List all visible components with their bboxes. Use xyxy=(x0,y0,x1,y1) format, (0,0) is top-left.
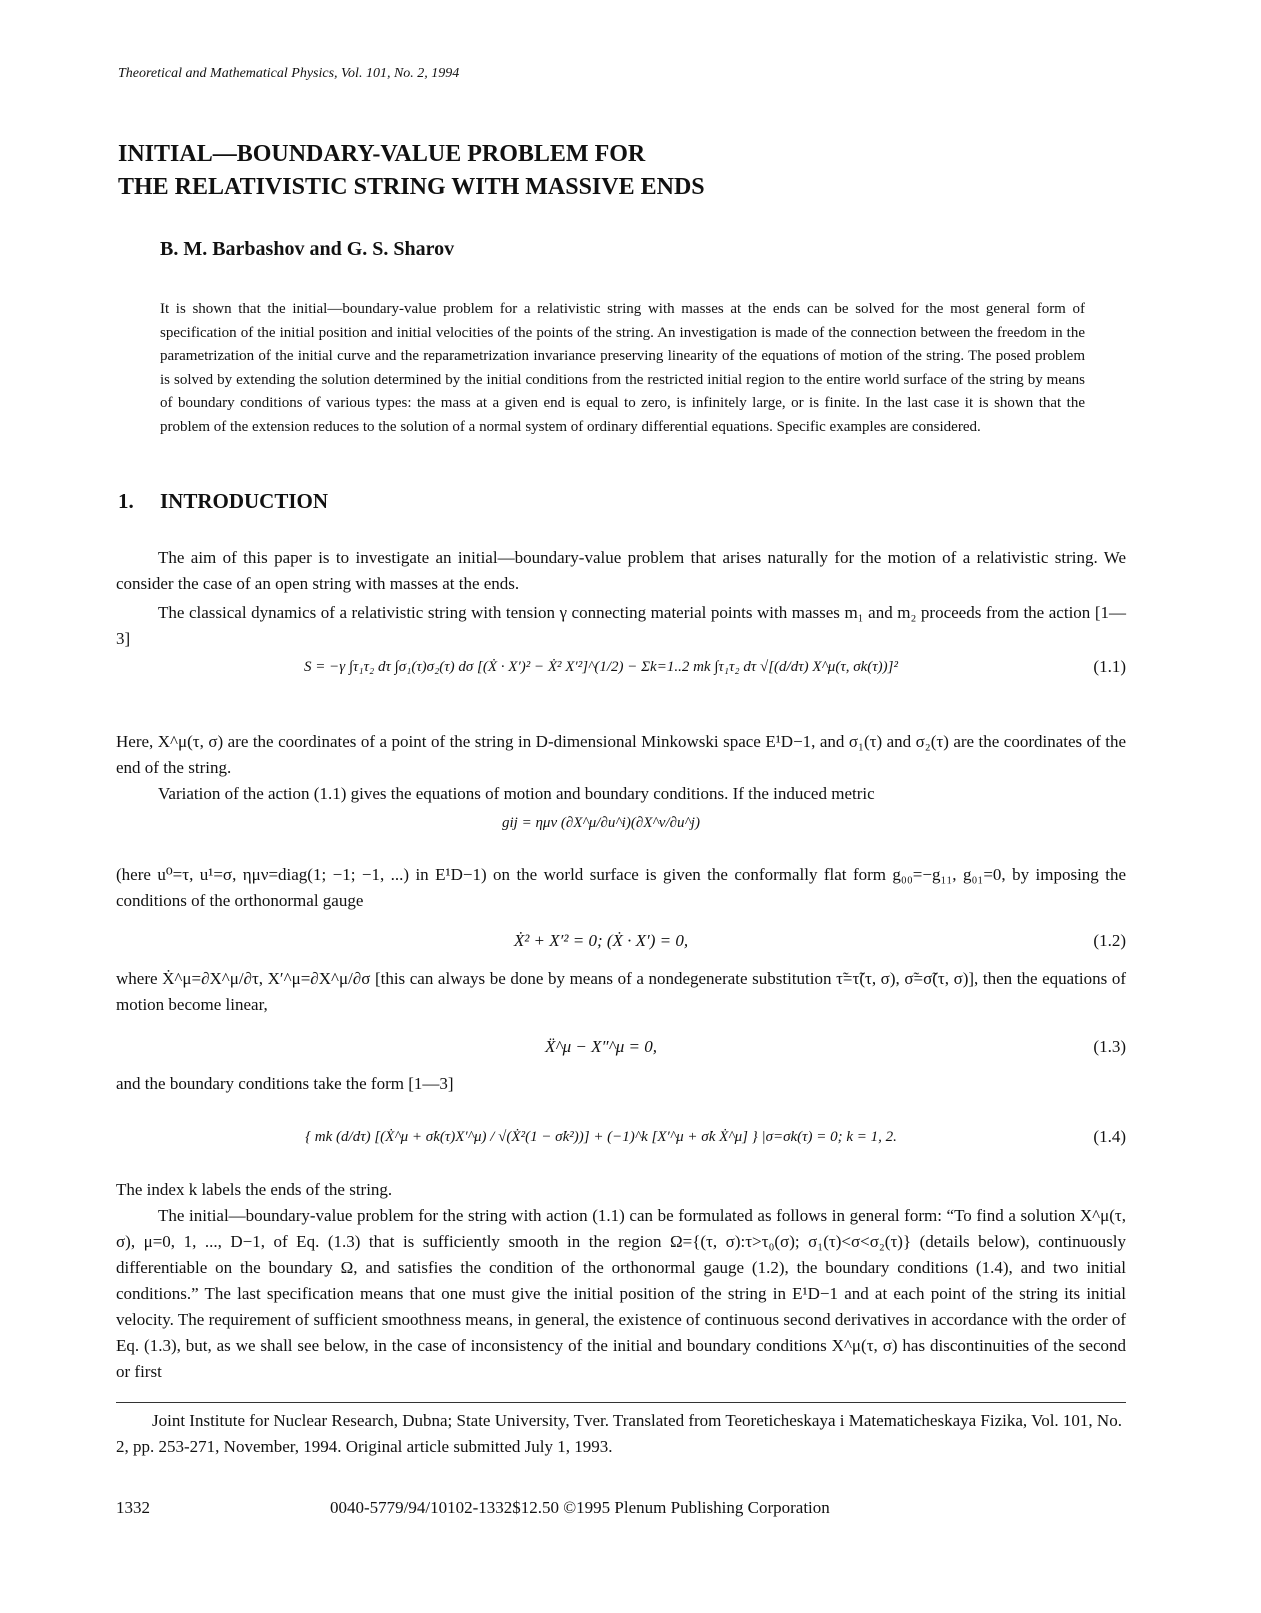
authors: B. M. Barbashov and G. S. Sharov xyxy=(160,238,455,260)
section-number: 1. xyxy=(118,489,134,513)
metric-equation xyxy=(116,808,1126,838)
equation-1-1-body: S = −γ ∫τ₁τ₂ dτ ∫σ₁(τ)σ₂(τ) dσ [(Ẋ · X′)² − Ẋ² X′²]^(1/2) − Σk=1..2 mk ∫τ₁τ₂ dτ √[(d/dτ) X^μ(τ, σk(τ))]² xyxy=(304,659,898,675)
intro-paragraph-4: Variation of the action (1.1) gives the equations of motion and boundary conditions. If the induced metric xyxy=(158,784,875,803)
intro-paragraph-3: Here, X^μ(τ, σ) are the coordinates of a point of the string in D-dimensional Minkowski space E¹D−1, and σ₁(τ) and σ₂(τ) are the coordinates of the end of the string. xyxy=(116,732,1126,777)
abstract: It is shown that the initial—boundary-value problem for a relativistic string with masses at the ends can be solved for the most general form of specification of the initial position and initial velocities of the points of the string. An investigation is made of the connection between the freedom in the parametrization of the initial curve and the reparametrization invariance preserving linearity of the equations of motion of the string. The posed problem is solved by extending the solution determined by the initial conditions from the restricted initial region to the entire world surface of the string by means of boundary conditions of various types: the mass at a given end is equal to zero, is infinitely large, or is finite. In the last case it is shown that the problem of the extension reduces to the solution of a normal system of ordinary differential equations. Specific examples are considered. xyxy=(160,301,1085,435)
metric-equation-body: gij = ημν (∂X^μ/∂u^i)(∂X^ν/∂u^j) xyxy=(502,815,700,831)
equation-1-3 xyxy=(116,1032,1126,1062)
copyright-line: 0040-5779/94/10102-1332$12.50 ©1995 Plenum Publishing Corporation xyxy=(330,1498,830,1517)
equation-1-4-label: (1.4) xyxy=(1093,1127,1126,1146)
intro-paragraph-9: The initial—boundary-value problem for the string with action (1.1) can be formulated as follows in general form: “To find a solution X^μ(τ, σ), μ=0, 1, ..., D−1, of Eq. (1.3) that is sufficiently smooth in the region Ω={(τ, σ):τ>τ₀(σ); σ₁(τ)<σ<σ₂(τ)} (details below), continuously differentiable on the boundary Ω, and satisfies the condition of the orthonormal gauge (1.2), the boundary conditions (1.4), and two initial conditions.” The last specification means that one must give the initial position of the string in E¹D−1 and at each point of the string its initial velocity. The requirement of sufficient smoothness means, in general, the existence of continuous second derivatives in accordance with the order of Eq. (1.3), but, as we shall see below, in the case of inconsistency of the initial and boundary conditions X^μ(τ, σ) has discontinuities of the second or first xyxy=(116,1206,1126,1381)
section-heading xyxy=(118,489,328,514)
footnote-rule xyxy=(116,1402,1126,1403)
intro-paragraph-6: where Ẋ^μ=∂X^μ/∂τ, X′^μ=∂X^μ/∂σ [this can always be done by means of a nondegenerate substitution τ̃=τ̃(τ, σ), σ̃=σ̃(τ, σ)], then the equations of motion become linear, xyxy=(116,969,1126,1014)
journal-header: Theoretical and Mathematical Physics, Vol. 101, No. 2, 1994 xyxy=(118,66,460,81)
section-title: INTRODUCTION xyxy=(160,489,329,513)
intro-paragraph-5: (here u⁰=τ, u¹=σ, ημν=diag(1; −1; −1, ...) in E¹D−1) on the world surface is given the conformally flat form g₀₀=−g₁₁, g₀₁=0, by imposing the conditions of the orthonormal gauge xyxy=(116,865,1126,910)
equation-1-4 xyxy=(116,1122,1126,1152)
equation-1-3-label: (1.3) xyxy=(1093,1037,1126,1056)
intro-paragraph-7: and the boundary conditions take the form [1—3] xyxy=(116,1074,454,1093)
paper-title xyxy=(118,138,1118,204)
equation-1-2-body: Ẋ² + X′² = 0; (Ẋ · X′) = 0, xyxy=(513,931,689,950)
title-line-2: THE RELATIVISTIC STRING WITH MASSIVE ENDS xyxy=(118,174,705,200)
title-line-1: INITIAL—BOUNDARY-VALUE PROBLEM FOR xyxy=(118,141,646,167)
equation-1-1 xyxy=(116,652,1126,682)
equation-1-1-label: (1.1) xyxy=(1093,657,1126,676)
equation-1-4-body: { mk (d/dτ) [(Ẋ^μ + σ̇k(τ)X′^μ) / √(Ẋ²(1 − σ̇k²))] + (−1)^k [X′^μ + σ̇k Ẋ^μ] } |σ=σk(τ) = 0; k = 1, 2. xyxy=(305,1129,897,1145)
intro-paragraph-8: The index k labels the ends of the string. xyxy=(116,1180,393,1199)
intro-paragraph-2: The classical dynamics of a relativistic string with tension γ connecting material points with masses m₁ and m₂ proceeds from the action [1—3] xyxy=(116,603,1126,648)
page-number: 1332 xyxy=(116,1498,150,1517)
equation-1-3-body: Ẍ^μ − X″^μ = 0, xyxy=(545,1037,657,1056)
equation-1-2-label: (1.2) xyxy=(1093,931,1126,950)
intro-paragraph-1: The aim of this paper is to investigate an initial—boundary-value problem that arises naturally for the motion of a relativistic string. We consider the case of an open string with masses at the ends. xyxy=(116,548,1126,593)
equation-1-2 xyxy=(116,926,1126,956)
footnote: Joint Institute for Nuclear Research, Dubna; State University, Tver. Translated from Teoreticheskaya i Matematicheskaya Fizika, Vol. 101, No. 2, pp. 253-271, November, 1994. Original article submitted July 1, 1993. xyxy=(116,1411,1122,1456)
